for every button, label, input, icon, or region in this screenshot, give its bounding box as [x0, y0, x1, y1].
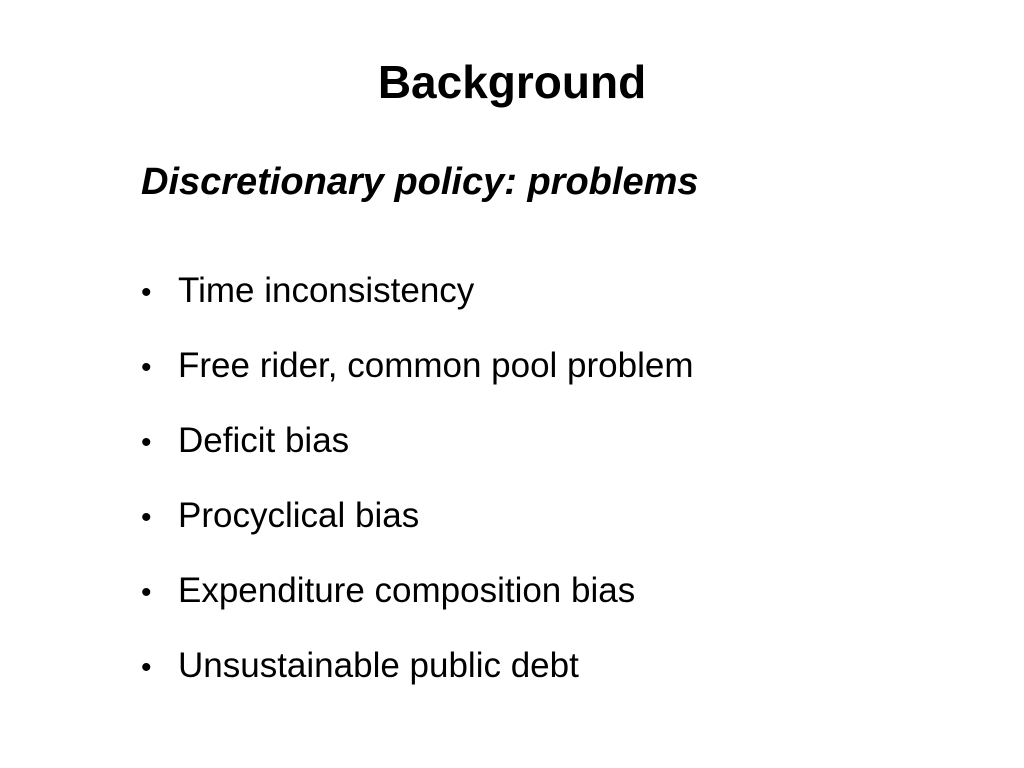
bullet-item: [141, 416, 694, 491]
slide-title: Background: [377, 56, 647, 108]
bullet-dot-icon: •: [141, 276, 152, 309]
bullet-text: Free rider, common pool problem: [178, 346, 694, 385]
bullet-dot-icon: •: [141, 351, 152, 384]
bullet-text: Expenditure composition bias: [178, 571, 636, 610]
bullet-text: Procyclical bias: [178, 496, 420, 535]
bullet-list: [141, 266, 694, 716]
bullet-text: Deficit bias: [178, 421, 350, 460]
bullet-dot-icon: •: [141, 651, 152, 684]
bullet-item: [141, 341, 694, 416]
bullet-item: [141, 491, 694, 566]
bullet-dot-icon: •: [141, 426, 152, 459]
bullet-dot-icon: •: [141, 501, 152, 534]
bullet-text: Time inconsistency: [178, 271, 475, 310]
slide-subtitle: Discretionary policy: problems: [141, 161, 699, 203]
bullet-item: [141, 566, 694, 641]
bullet-item: [141, 641, 694, 716]
bullet-item: [141, 266, 694, 341]
bullet-text: Unsustainable public debt: [178, 646, 579, 685]
bullet-dot-icon: •: [141, 576, 152, 609]
